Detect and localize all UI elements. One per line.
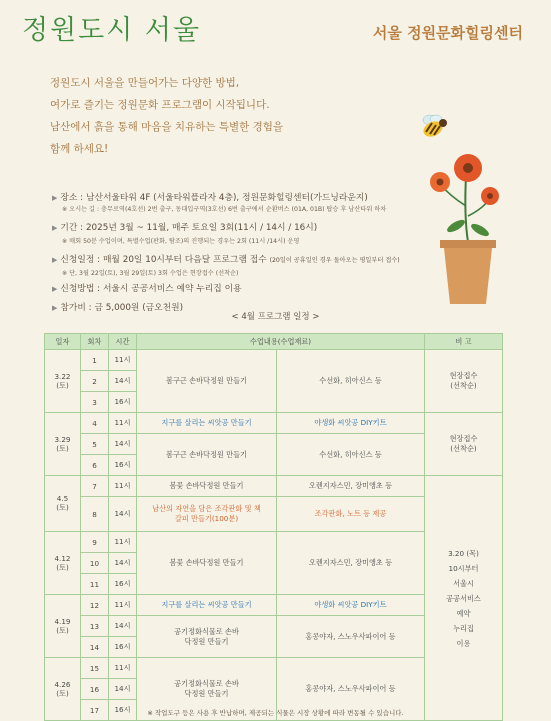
info-fee: ▶ 참가비 : 금 5,000원 (금오천원) [52, 303, 184, 313]
info-place: ▶ 장소 : 남산서울타워 4F (서울타워플라자 4층), 정원문화힐링센터(가드닝라운지) [52, 193, 368, 203]
header-class: 수업내용(수업재료) [137, 334, 425, 350]
class-name-cell: 봄구근 손바닥정원 만들기 [137, 350, 277, 413]
date-cell: 4.19 (토) [45, 595, 81, 658]
round-cell: 16 [81, 679, 109, 700]
round-cell: 1 [81, 350, 109, 371]
time-cell: 14시 [109, 497, 137, 532]
round-cell: 3 [81, 392, 109, 413]
round-cell: 14 [81, 637, 109, 658]
round-cell: 4 [81, 413, 109, 434]
intro-line: 남산에서 흙을 통해 마음을 치유하는 특별한 경험을 [50, 121, 284, 133]
info-period-note: ※ 매회 50분 수업이며, 특별수업(판화, 탐조)의 진행되는 경우는 2회 (11시 /14시) 운영 [62, 238, 300, 245]
round-cell: 6 [81, 455, 109, 476]
intro-line: 여가로 즐기는 정원문화 프로그램이 시작됩니다. [50, 99, 270, 111]
footnote: ※ 작업도구 등은 사용 후 반납하며, 제공되는 식물은 시장 상황에 따라 변동될 수 있습니다. [147, 709, 404, 717]
time-cell: 16시 [109, 637, 137, 658]
class-material-cell: 홍콩야자, 스노우사파이어 등 [277, 658, 425, 721]
class-name-cell: 지구를 살리는 씨앗공 만들기 [137, 413, 277, 434]
class-material-cell: 수선화, 히아신스 등 [277, 350, 425, 413]
class-material-cell: 홍콩야자, 스노우사파이어 등 [277, 616, 425, 658]
round-cell: 12 [81, 595, 109, 616]
round-cell: 8 [81, 497, 109, 532]
info-apply-date: ▶ 신청일정 : 매월 20일 10시부터 다음달 프로그램 접수 (20일이 공휴일인 경우 돌아오는 평일부터 접수) [52, 255, 400, 265]
schedule-title: < 4월 프로그램 일정 > [231, 312, 320, 322]
time-cell: 11시 [109, 595, 137, 616]
class-name-cell: 남산의 자연을 담은 조각판화 및 책갈피 만들기(100분) [137, 497, 277, 532]
class-name-cell: 공기정화식물로 손바닥정원 만들기 [137, 658, 277, 721]
table-header-row [45, 334, 503, 350]
info-fee-text: 참가비 : 금 5,000원 (금오천원) [60, 303, 184, 313]
info-period-text: 기간 : 2025년 3월 ~ 11월, 매주 토요일 3회(11시 / 14시 / 16시) [60, 223, 318, 233]
class-material-cell: 오렌지자스민, 장미앵초 등 [277, 476, 425, 497]
time-cell: 11시 [109, 532, 137, 553]
class-material-cell: 수선화, 히아신스 등 [277, 434, 425, 476]
table-row [45, 476, 503, 497]
date-cell: 3.29 (토) [45, 413, 81, 476]
round-cell: 2 [81, 371, 109, 392]
intro-line: 함께 하세요! [50, 143, 109, 155]
intro-text [50, 72, 283, 160]
class-material-cell: 야생화 씨앗공 DIY키트 [277, 595, 425, 616]
time-cell: 14시 [109, 434, 137, 455]
class-material-cell: 야생화 씨앗공 DIY키트 [277, 413, 425, 434]
round-cell: 7 [81, 476, 109, 497]
round-cell: 5 [81, 434, 109, 455]
date-cell: 3.22 (토) [45, 350, 81, 413]
info-apply-date-text: 신청일정 : 매월 20일 10시부터 다음달 프로그램 접수 [60, 255, 267, 265]
time-cell: 16시 [109, 574, 137, 595]
info-apply-method-text: 신청방법 : 서울시 공공서비스 예약 누리집 이용 [60, 284, 242, 294]
round-cell: 9 [81, 532, 109, 553]
info-directions: ※ 오시는 길 : 충무로역(4호선) 2번 출구, 동대입구역(3호선) 6번 출구에서 순환버스 (01A, 01B) 탑승 후 남산타워 하차 [62, 206, 387, 213]
class-name-cell: 봄구근 손바닥정원 만들기 [137, 434, 277, 476]
class-material-cell: 조각판화, 노트 등 제공 [277, 497, 425, 532]
note-cell: 현장접수 (선착순) [425, 413, 503, 476]
time-cell: 16시 [109, 700, 137, 721]
date-cell: 4.5 (토) [45, 476, 81, 532]
note-cell: 3.20 (목) 10시부터 서울시 공공서비스 예약 누리집 이용 [425, 476, 503, 721]
round-cell: 11 [81, 574, 109, 595]
table-row [45, 350, 503, 371]
info-apply-date-note2: ※ 단, 3월 22일(토), 3월 29일(토) 3회 수업은 현장접수 (선착순) [62, 270, 239, 277]
class-name-cell: 봄꽃 손바닥정원 만들기 [137, 476, 277, 497]
time-cell: 11시 [109, 476, 137, 497]
round-cell: 10 [81, 553, 109, 574]
header-time: 시간 [109, 334, 137, 350]
info-place-text: 장소 : 남산서울타워 4F (서울타워플라자 4층), 정원문화힐링센터(가드닝라운지) [60, 193, 368, 203]
date-cell: 4.26 (토) [45, 658, 81, 721]
header-round: 회차 [81, 334, 109, 350]
round-cell: 15 [81, 658, 109, 679]
info-period: ▶ 기간 : 2025년 3월 ~ 11월, 매주 토요일 3회(11시 / 14시 / 16시) [52, 223, 318, 233]
table-row [45, 413, 503, 434]
center-title: 서울 정원문화힐링센터 [372, 24, 523, 42]
logo: 정원도시 서울 [22, 15, 202, 46]
time-cell: 16시 [109, 455, 137, 476]
date-cell: 4.12 (토) [45, 532, 81, 595]
note-cell: 현장접수 (선착순) [425, 350, 503, 413]
time-cell: 14시 [109, 371, 137, 392]
intro-line: 정원도시 서울을 만들어가는 다양한 방법, [50, 77, 240, 89]
class-name-cell: 공기정화식물로 손바닥정원 만들기 [137, 616, 277, 658]
time-cell: 11시 [109, 658, 137, 679]
info-apply-date-note: (20일이 공휴일인 경우 돌아오는 평일부터 접수) [269, 257, 400, 264]
schedule-table [44, 333, 503, 721]
time-cell: 14시 [109, 679, 137, 700]
round-cell: 17 [81, 700, 109, 721]
class-material-cell: 오렌지자스민, 장미앵초 등 [277, 532, 425, 595]
time-cell: 14시 [109, 553, 137, 574]
class-name-cell: 봄꽃 손바닥정원 만들기 [137, 532, 277, 595]
bee-icon [416, 112, 450, 140]
header-note: 비 고 [425, 334, 503, 350]
time-cell: 11시 [109, 413, 137, 434]
flower-pot-illustration [426, 146, 506, 306]
info-apply-method: ▶ 신청방법 : 서울시 공공서비스 예약 누리집 이용 [52, 284, 242, 294]
class-name-cell: 지구를 살리는 씨앗공 만들기 [137, 595, 277, 616]
time-cell: 11시 [109, 350, 137, 371]
time-cell: 14시 [109, 616, 137, 637]
time-cell: 16시 [109, 392, 137, 413]
round-cell: 13 [81, 616, 109, 637]
header-date: 일자 [45, 334, 81, 350]
